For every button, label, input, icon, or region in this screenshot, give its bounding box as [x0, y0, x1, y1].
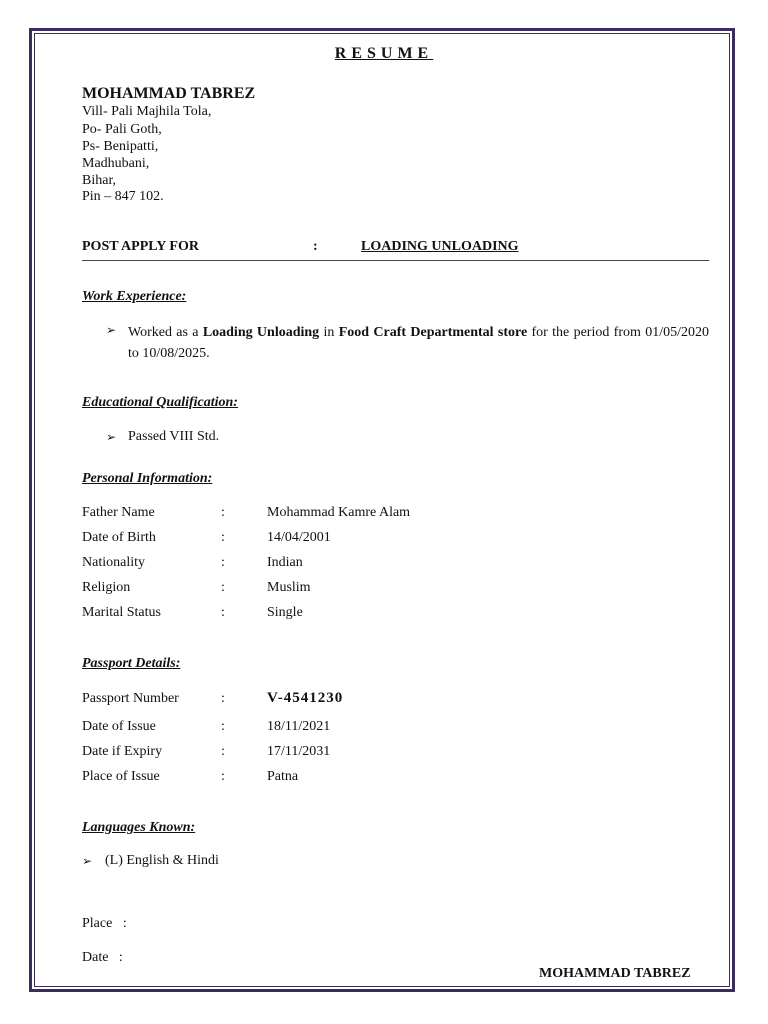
field-label: Nationality: [82, 555, 145, 570]
field-separator: :: [221, 530, 225, 545]
applicant-name: MOHAMMAD TABREZ: [82, 85, 256, 102]
education-item: Passed VIII Std.: [128, 429, 220, 444]
field-value: Single: [267, 605, 303, 620]
address-line: Ps- Benipatti,: [82, 139, 159, 154]
field-label: Date if Expiry: [82, 744, 163, 759]
field-value: Patna: [267, 769, 299, 784]
field-separator: :: [221, 605, 225, 620]
work-experience-item: Worked as a Loading Unloading in Food Craft Departmental store for the period from 01/05/2020 to 10/08/2025.: [128, 325, 709, 361]
field-separator: :: [221, 769, 225, 784]
field-separator: :: [221, 505, 225, 520]
field-value: 18/11/2021: [267, 719, 331, 734]
address-line: Vill- Pali Majhila Tola,: [82, 104, 212, 119]
field-value: 14/04/2001: [267, 530, 331, 545]
address-line: Po- Pali Goth,: [82, 122, 162, 137]
field-separator: :: [221, 719, 225, 734]
address-line: Madhubani,: [82, 156, 150, 171]
post-apply-separator: :: [313, 239, 318, 254]
languages-item: (L) English & Hindi: [105, 853, 219, 868]
date-field: Date :: [82, 950, 123, 965]
address-line: Bihar,: [82, 173, 117, 188]
header-divider: [82, 260, 709, 261]
field-value: Indian: [267, 555, 303, 570]
resume-title: RESUME: [334, 45, 434, 62]
field-separator: :: [221, 580, 225, 595]
languages-heading: Languages Known:: [82, 820, 196, 835]
field-label: Religion: [82, 580, 131, 595]
field-value: 17/11/2031: [267, 744, 331, 759]
bullet-arrow-icon: ➢: [82, 854, 93, 868]
passport-number-value: V-4541230: [267, 690, 344, 706]
field-label: Marital Status: [82, 605, 161, 620]
field-label: Passport Number: [82, 691, 179, 706]
personal-info-heading: Personal Information:: [82, 471, 213, 486]
field-value: Mohammad Kamre Alam: [267, 505, 411, 520]
field-label: Place of Issue: [82, 769, 160, 784]
field-label: Date of Issue: [82, 719, 156, 734]
address-line: Pin – 847 102.: [82, 189, 164, 204]
education-heading: Educational Qualification:: [82, 395, 238, 410]
post-apply-value: LOADING UNLOADING: [361, 239, 519, 254]
field-separator: :: [221, 555, 225, 570]
bullet-arrow-icon: ➢: [106, 323, 117, 337]
work-experience-heading: Work Experience:: [82, 289, 187, 304]
place-field: Place :: [82, 916, 127, 931]
post-apply-label: POST APPLY FOR: [82, 239, 199, 254]
field-label: Date of Birth: [82, 530, 156, 545]
field-label: Father Name: [82, 505, 155, 520]
bullet-arrow-icon: ➢: [106, 430, 117, 444]
signature-name: MOHAMMAD TABREZ: [539, 966, 691, 981]
field-separator: :: [221, 744, 225, 759]
field-separator: :: [221, 691, 225, 706]
field-value: Muslim: [267, 580, 311, 595]
passport-heading: Passport Details:: [82, 656, 181, 671]
